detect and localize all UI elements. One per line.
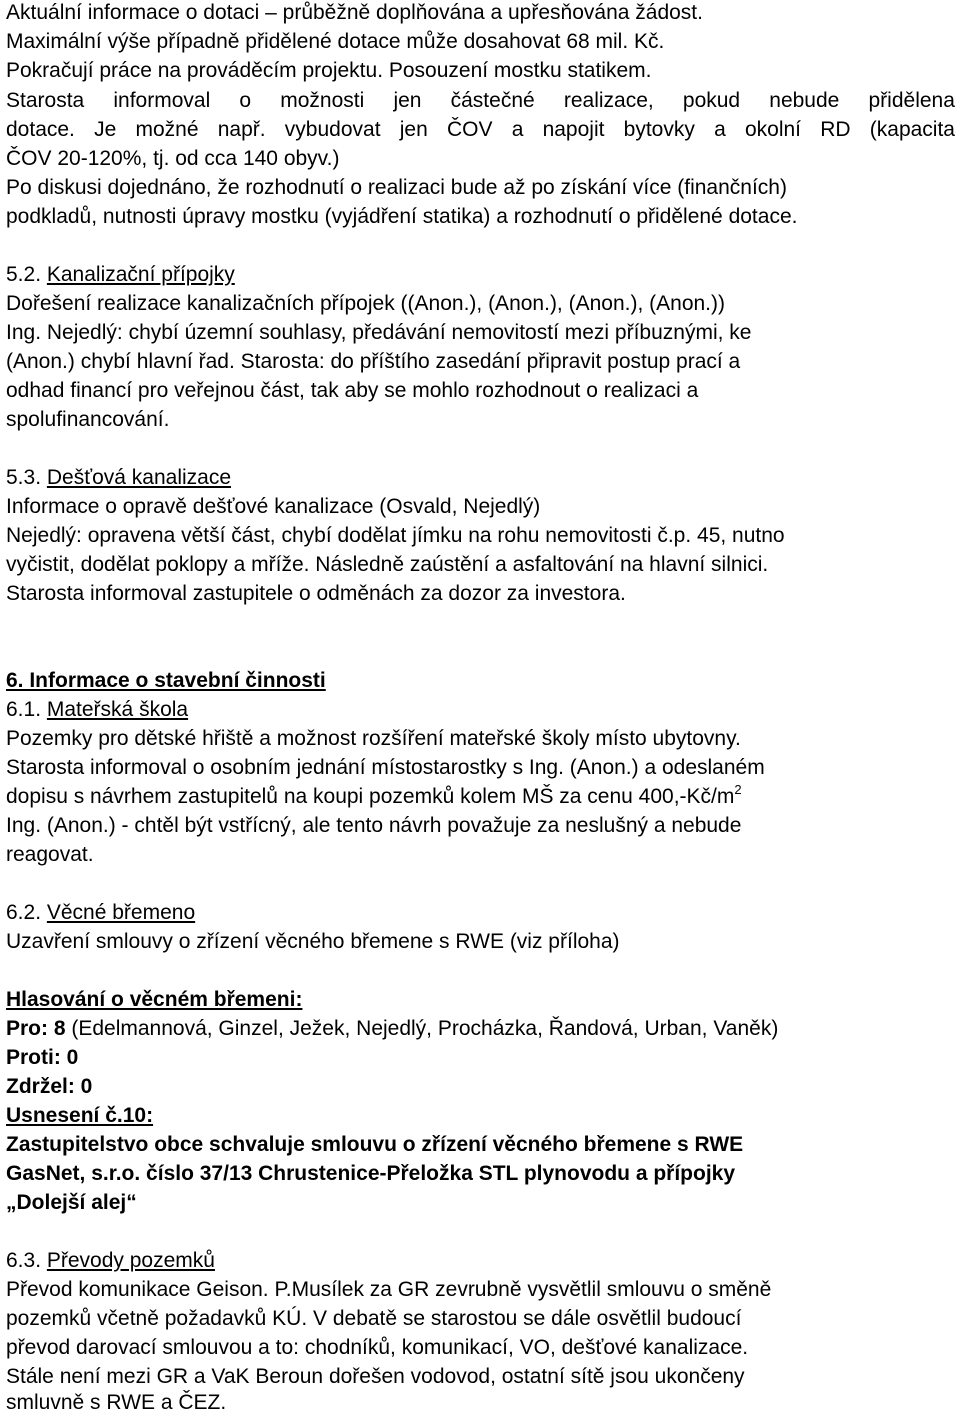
text-line: Ing. (Anon.) - chtěl být vstřícný, ale tento návrh považuje za neslušný a nebude — [6, 814, 742, 837]
text-line: vyčistit, dodělat poklopy a mříže. Následně zaústění a asfaltování na hlavní silnici. — [6, 553, 769, 576]
text-line: (Anon.) chybí hlavní řad. Starosta: do příštího zasedání připravit postup prací a — [6, 350, 741, 373]
subsection-number: 6.2. — [6, 901, 42, 924]
text-line: odhad financí pro veřejnou část, tak aby se mohlo rozhodnout o realizaci a — [6, 379, 699, 402]
text-line: Informace o opravě dešťové kanalizace (Osvald, Nejedlý) — [6, 495, 541, 518]
text-line: ČOV 20-120%, tj. od cca 140 obyv.) — [6, 147, 340, 170]
subsection-number: 6.3. — [6, 1249, 42, 1272]
text-line: smluvně s RWE a ČEZ. — [6, 1391, 227, 1414]
vote-proti: Proti: 0 — [6, 1046, 79, 1069]
text-line: Převod komunikace Geison. P.Musílek za GR zevrubně vysvětlil smlouvu o směně — [6, 1278, 772, 1301]
text-line: Maximální výše případně přidělené dotace může dosahovat 68 mil. Kč. — [6, 30, 665, 53]
text-line: Nejedlý: opravena větší část, chybí dodělat jímku na rohu nemovitosti č.p. 45, nutno — [6, 524, 785, 547]
subsection-title: Věcné břemeno — [46, 901, 196, 924]
subsection-title: Dešťová kanalizace — [46, 466, 232, 489]
subsection-heading-6-1 — [6, 697, 188, 723]
resolution-text-line: Zastupitelstvo obce schvaluje smlouvu o zřízení věcného břemene s RWE — [6, 1133, 744, 1156]
subsection-number: 5.2. — [6, 263, 42, 286]
text-line-justified — [6, 117, 955, 143]
subsection-heading-6-2 — [6, 900, 195, 926]
superscript: 2 — [734, 782, 742, 797]
text-line: podkladů, nutnosti úpravy mostku (vyjádření statika) a rozhodnutí o přidělené dotace. — [6, 205, 798, 228]
vote-pro-names: (Edelmannová, Ginzel, Ježek, Nejedlý, Procházka, Řandová, Urban, Vaněk) — [65, 1017, 779, 1040]
text-line: spolufinancování. — [6, 408, 170, 431]
vote-heading: Hlasování o věcném břemeni: — [6, 988, 303, 1011]
text-line-with-superscript — [6, 784, 742, 810]
vote-pro-label: Pro: 8 — [6, 1017, 66, 1040]
text-line: pozemků včetně požadavků KÚ. V debatě se starostou se dále osvětlil budoucí — [6, 1307, 742, 1330]
resolution-text-line: GasNet, s.r.o. číslo 37/13 Chrustenice-Přeložka STL plynovodu a přípojky — [6, 1162, 736, 1185]
text-line: převod darovací smlouvou a to: chodníků, komunikací, VO, dešťové kanalizace. — [6, 1336, 749, 1359]
text-content: dotace. Je možné např. vybudovat jen ČOV a napojit bytovky a okolní RD (kapacita — [6, 118, 955, 141]
text-line: Dořešení realizace kanalizačních přípojek ((Anon.), (Anon.), (Anon.), (Anon.)) — [6, 292, 725, 315]
text-line: reagovat. — [6, 843, 94, 866]
text-line: Pozemky pro dětské hřiště a možnost rozšíření mateřské školy místo ubytovny. — [6, 727, 741, 750]
vote-zdrzel: Zdržel: 0 — [6, 1075, 93, 1098]
text-line: Starosta informoval zastupitele o odměnách za dozor za investora. — [6, 582, 626, 605]
subsection-heading-5-3 — [6, 465, 231, 491]
subsection-title: Mateřská škola — [46, 698, 189, 721]
text-line: Aktuální informace o dotaci – průběžně doplňována a upřesňována žádost. — [6, 1, 703, 24]
text-content: Starosta informoval o možnosti jen částečné realizace, pokud nebude přidělena — [6, 89, 955, 112]
text-line: Uzavření smlouvy o zřízení věcného břemene s RWE (viz příloha) — [6, 930, 620, 953]
subsection-heading-6-3 — [6, 1248, 215, 1274]
subsection-heading-5-2 — [6, 262, 235, 288]
resolution-heading: Usnesení č.10: — [6, 1104, 154, 1127]
text-line: Pokračují práce na prováděcím projektu. Posouzení mostku statikem. — [6, 59, 652, 82]
subsection-title: Kanalizační přípojky — [46, 263, 235, 286]
subsection-number: 6.1. — [6, 698, 42, 721]
subsection-number: 5.3. — [6, 466, 42, 489]
vote-pro-line — [6, 1016, 778, 1042]
text-line: Ing. Nejedlý: chybí územní souhlasy, předávání nemovitostí mezi příbuznými, ke — [6, 321, 752, 344]
text-line: Stále není mezi GR a VaK Beroun dořešen vodovod, ostatní sítě jsou ukončeny — [6, 1365, 745, 1388]
text-line-justified — [6, 88, 955, 114]
text-content: dopisu s návrhem zastupitelů na koupi pozemků kolem MŠ za cenu 400,-Kč/m — [6, 785, 735, 808]
text-line: Po diskusi dojednáno, že rozhodnutí o realizaci bude až po získání více (finančních) — [6, 176, 787, 199]
section-heading-6: 6. Informace o stavební činnosti — [6, 669, 326, 692]
resolution-text-line: „Dolejší alej“ — [6, 1191, 137, 1214]
text-line: Starosta informoval o osobním jednání místostarostky s Ing. (Anon.) a odeslaném — [6, 756, 765, 779]
subsection-title: Převody pozemků — [46, 1249, 215, 1272]
